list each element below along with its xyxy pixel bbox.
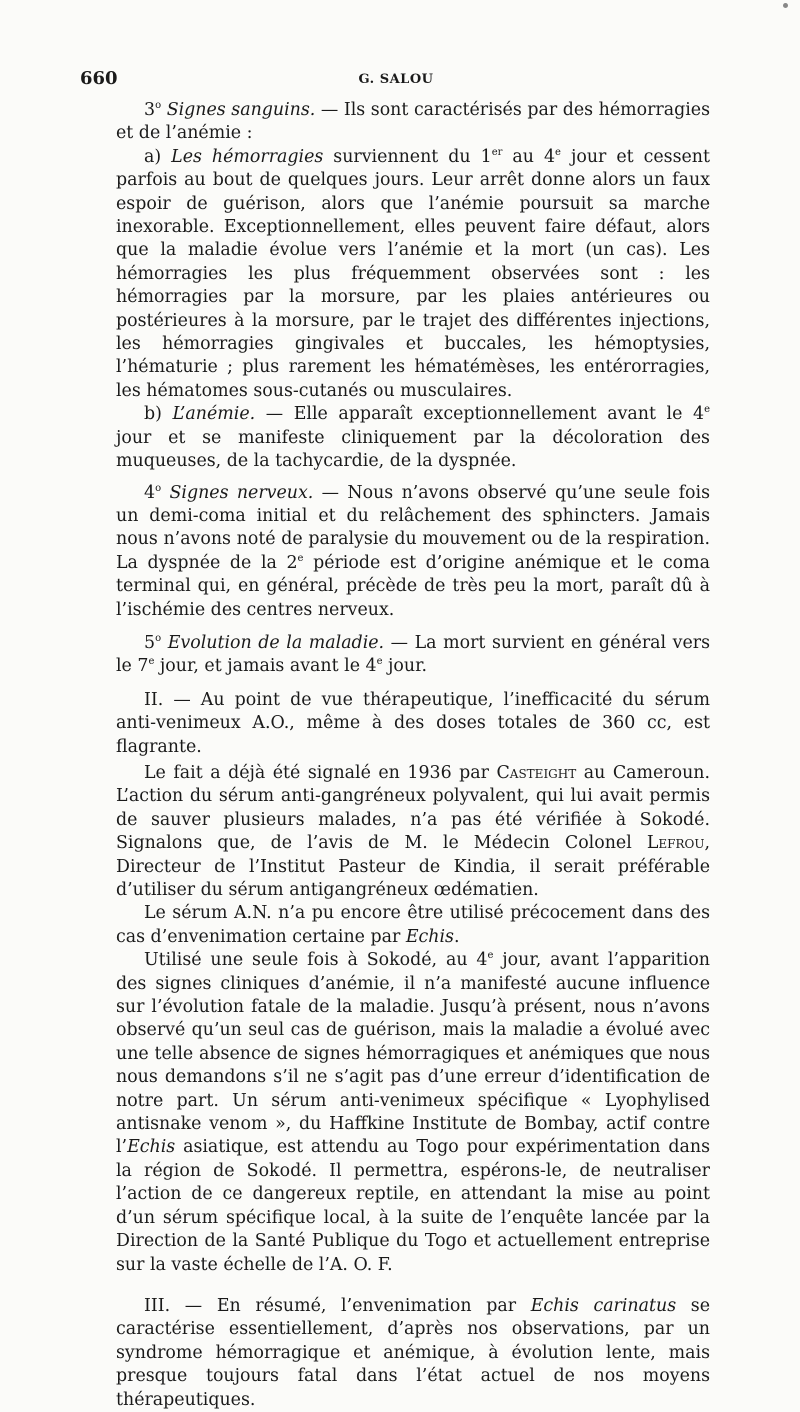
page-number: 660 [80,68,118,89]
section-title: Signes sanguins. [166,100,316,120]
paragraph-hemorragies: a) Les hémorragies surviennent du 1er au 4e jour et cessent parfois au bout de quelques jours. Leur arrêt donne alors un faux espoir de guérison, alors que l’anémie poursuit sa marche inexorable. Exceptionnellement, elles peuvent faire défaut, alors que la maladie évolue vers l’anémie et la mort (un cas). Les hémorragies les plus fréquemment observées sont : les hémorragies par la morsure, par les plaies antérieures ou postérieures à la morsure, par le trajet des différentes injections, les hémorragies gingivales et buccales, les hémoptysies, l’hématurie ; plus rarement les hématémèses, les entérorragies, les hématomes sous-cutanés ou musculaires. [116,146,710,401]
page-header [80,68,712,96]
paragraph-signes-nerveux: 4$^o$ Signes nerveux. — Nous n’avons observé qu’une seule fois un demi-coma initial et du relâchement des sphincters. Jamais nous n’avons noté de paralysie du mouvement ou de la respiration. La dyspnée de la 2e période est d’origine anémique et le coma terminal qui, en général, précède de très peu la mort, paraît dû à l’ischémie des centres nerveux. [116,482,711,620]
paragraph-serum-an: Le sérum A.N. n’a pu encore être utilisé précocement dans des cas d’envenimation certaine par Echis. [116,903,710,947]
paragraph-evolution: 5$^o$ Evolution de la maladie. — La mort survient en général vers le 7e jour, et jamais avant le 4e jour. [116,632,711,677]
section-title: Evolution de la maladie. [167,632,385,653]
paragraph-utilise: Utilisé une seule fois à Sokodé, au 4e jour, avant l’apparition des signes cliniques d’anémie, il n’a manifesté aucune influence sur l’évolution fatale de la maladie. Jusqu’à présent, nous n’avons observé qu’un seul cas de guérison, mais la maladie a évolué avec une telle absence de signes hémorragiques et anémiques que nous nous demandons s’il ne s’agit pas d’une erreur d’identification de notre part. Un sérum anti-venimeux spécifique « Lyophylised antisnake venom », du Haffkine Institute de Bombay, actif contre l’Echis asiatique, est attendu au Togo pour expérimentation dans la région de Sokodé. Il permettra, espérons-le, de neutraliser l’action de ce dangereux reptile, en attendant la mise au point d’un sérum spécifique local, à la suite de l’enquête lancée par la Direction de la Santé Publique du Togo et actuellement entreprise sur la vaste échelle de l’A. O. F. [116,950,711,1275]
section-title: L’anémie. [172,404,256,425]
paragraph-casteight: Le fait a déjà été signalé en 1936 par Casteight au Cameroun. L’action du sérum anti-gangréneux polyvalent, qui lui avait permis de sauver plusieurs malades, n’a pas été vérifiée à Sokodé. Signalons que, de l’avis de M. le Médecin Colonel Lefrou, Directeur de l’Institut Pasteur de Kindia, il serait préférable d’utiliser du sérum antigangréneux œdématien. [116,762,710,900]
page-speck [783,3,788,8]
paragraph-resume: III. — En résumé, l’envenimation par Echis carinatus se caractérise essentiellement, d’après nos observations, par un syndrome hémorragique et anémique, à évolution lente, mais presque toujours fatal dans l’état actuel de nos moyens thérapeutiques. [116,1295,710,1410]
running-head: G. SALOU [358,72,434,87]
paragraph-signes-sanguins: 3$^o$ Signes sanguins. — Ils sont caractérisés par des hémorragies et de l’anémie : [116,100,711,144]
section-title: Les hémorragies [171,146,324,167]
article-body [116,99,710,1412]
section-title: Signes nerveux. [169,482,314,503]
paragraph-anemie: b) L’anémie. — Elle apparaît exceptionnellement avant le 4e jour et se manifeste cliniquement par la décoloration des muqueuses, de la tachycardie, de la dyspnée. [116,404,710,472]
paragraph-therapeutique: II. — Au point de vue thérapeutique, l’inefficacité du sérum anti-venimeux A.O., même à des doses totales de 360 cc, est flagrante. [116,689,710,757]
